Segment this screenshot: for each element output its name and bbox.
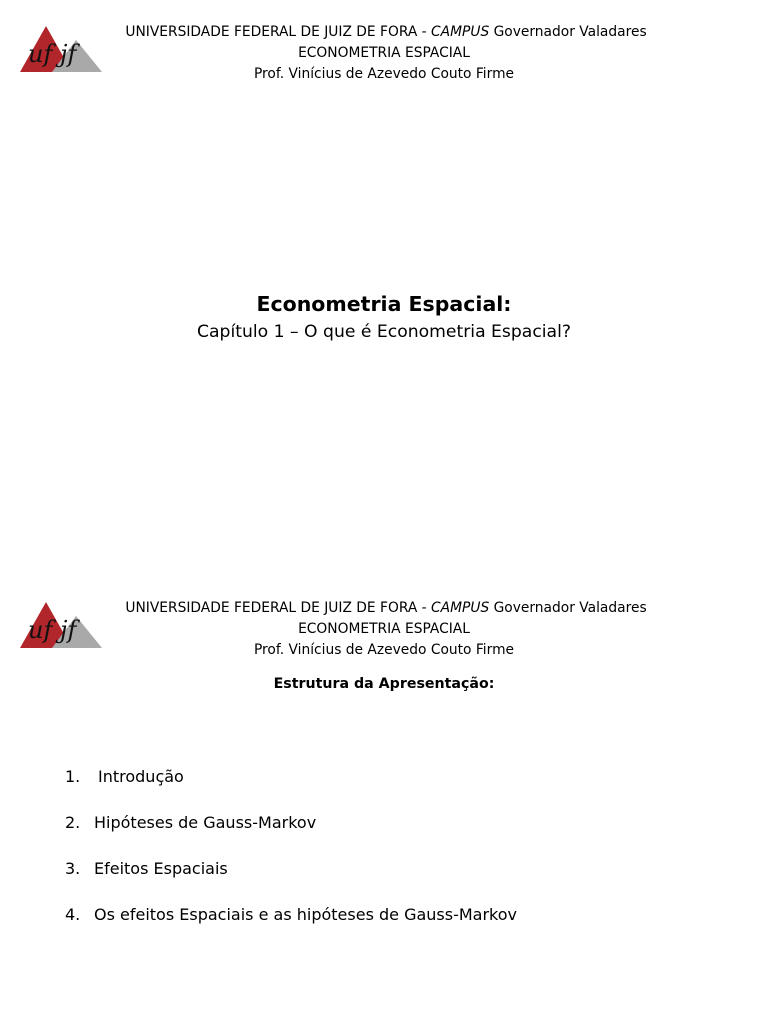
svg-text:uf: uf: [28, 616, 53, 644]
university-line: UNIVERSIDADE FEDERAL DE JUIZ DE FORA - CAMPUS Governador Valadares: [125, 600, 647, 616]
item-number: 3.: [65, 859, 81, 878]
professor-name: Prof. Vinícius de Azevedo Couto Firme: [253, 66, 514, 82]
outline-slide: [0, 576, 768, 1024]
title-block: [0, 290, 768, 346]
slide-subtitle: Capítulo 1 – O que é Econometria Espacial?: [197, 322, 571, 342]
university-line: UNIVERSIDADE FEDERAL DE JUIZ DE FORA - CAMPUS Governador Valadares: [125, 24, 647, 40]
professor-name: Prof. Vinícius de Azevedo Couto Firme: [253, 642, 514, 658]
list-item: [65, 858, 517, 904]
item-label: Os efeitos Espaciais e as hipóteses de Gauss-Markov: [94, 905, 518, 924]
item-label: Introdução: [98, 767, 184, 786]
section-title: Estrutura da Apresentação:: [273, 676, 495, 692]
list-item: [65, 812, 517, 858]
slide-title: Econometria Espacial:: [256, 292, 512, 316]
item-number: 1.: [65, 767, 81, 786]
svg-text:jf: jf: [60, 40, 77, 68]
outline-list: [65, 766, 517, 950]
page-header: [0, 598, 768, 661]
page-header: [0, 22, 768, 85]
list-item: [65, 904, 517, 950]
svg-text:jf: jf: [60, 616, 77, 644]
item-label: Hipóteses de Gauss-Markov: [94, 813, 317, 832]
item-number: 4.: [65, 905, 81, 924]
item-number: 2.: [65, 813, 81, 832]
svg-text:uf: uf: [28, 40, 53, 68]
course-name: ECONOMETRIA ESPACIAL: [298, 45, 470, 61]
course-name: ECONOMETRIA ESPACIAL: [298, 621, 470, 637]
list-item: [65, 766, 517, 812]
item-label: Efeitos Espaciais: [94, 859, 228, 878]
